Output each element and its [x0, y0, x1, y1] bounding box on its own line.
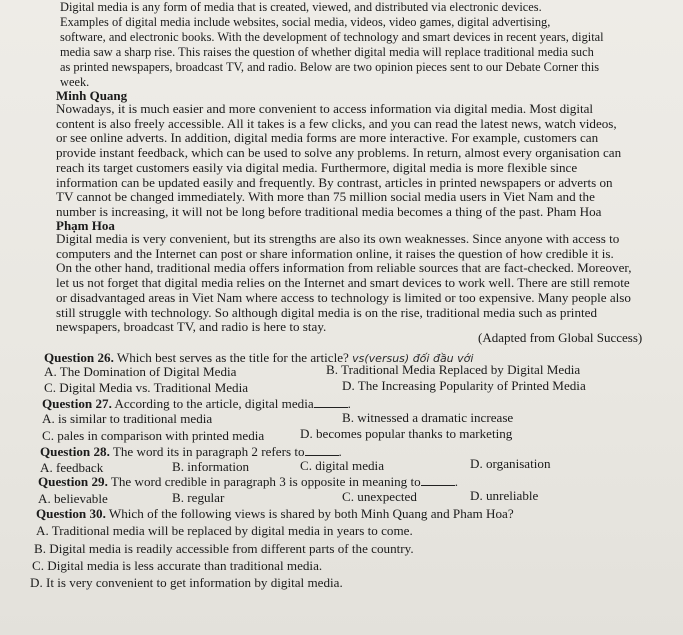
- option-27-a[interactable]: A. is similar to traditional media: [42, 411, 213, 426]
- option-28-a[interactable]: A. feedback: [40, 460, 104, 475]
- option-30-a[interactable]: A. Traditional media will be replaced by digital media in years to come.: [36, 523, 413, 538]
- question-text: According to the article, digital media: [114, 396, 314, 411]
- answer-blank: [314, 397, 348, 408]
- option-27-b[interactable]: B. witnessed a dramatic increase: [342, 410, 514, 425]
- intro-line: Digital media is any form of media that is created, viewed, and distributed via electronic devices.: [60, 0, 542, 14]
- option-26-a[interactable]: A. The Domination of Digital Media: [44, 364, 237, 379]
- author-minh-quang: Minh Quang: [56, 88, 128, 103]
- question-28: Question 28. The word its in paragraph 2 refers to .: [40, 444, 342, 459]
- paragraph-line: provide instant feedback, which can be used to solve any problems. In return, almost every organisation can: [56, 145, 622, 161]
- question-text: Which best serves as the title for the article?: [116, 350, 349, 365]
- question-29: Question 29. The word credible in paragraph 3 is opposite in meaning to .: [38, 474, 458, 489]
- question-label: Question 30.: [36, 506, 106, 521]
- paragraph-line: TV cannot be changed immediately. With more than 75 million social media users in Viet Nam and the: [56, 189, 595, 205]
- paragraph-line: or disadvantaged areas in Viet Nam where access to technology is limited or too expensive. Many people also: [56, 289, 631, 305]
- option-27-c[interactable]: C. pales in comparison with printed media: [42, 428, 265, 443]
- question-text: The word its in paragraph 2 refers to: [112, 444, 305, 459]
- paragraph-line: number is increasing, it will not be long before traditional media becomes a thing of the past. Pham Hoa: [56, 203, 602, 219]
- question-label: Question 29.: [38, 474, 108, 489]
- question-text: The word credible in paragraph 3 is opposite in meaning to: [110, 474, 421, 489]
- handwritten-note: vs(versus) đối đầu với: [352, 352, 474, 365]
- author-pham-hoa: Phạm Hoa: [56, 218, 115, 233]
- intro-line: media saw a sharp rise. This raises the question of whether digital media will replace traditional media such: [60, 45, 594, 60]
- paragraph-line: Digital media is very convenient, but its strengths are also its own weaknesses. Since anyone with access to: [56, 231, 620, 246]
- option-28-b[interactable]: B. information: [172, 459, 250, 474]
- option-29-b[interactable]: B. regular: [172, 490, 225, 505]
- paragraph-line: Nowadays, it is much easier and more convenient to access information via digital media. Most digital: [56, 101, 594, 116]
- option-26-c[interactable]: C. Digital Media vs. Traditional Media: [44, 380, 249, 395]
- answer-blank: [421, 475, 455, 486]
- option-30-c[interactable]: C. Digital media is less accurate than traditional media.: [32, 558, 323, 573]
- option-29-d[interactable]: D. unreliable: [470, 488, 539, 503]
- intro-line: as printed newspapers, broadcast TV, and radio. Below are two opinion pieces sent to our Debate Corner this: [60, 60, 600, 75]
- paragraph-line: still struggle with technology. So although digital media is on the rise, traditional media such as printed: [56, 304, 597, 320]
- opinion-paragraph-minh-quang: [56, 102, 621, 220]
- paragraph-line: content is also freely accessible. All it takes is a few clicks, and you can read the latest news, watch videos,: [56, 115, 617, 131]
- intro-line: Examples of digital media include websites, social media, videos, video games, digital advertising,: [60, 15, 551, 30]
- question-30: [36, 506, 514, 521]
- intro-paragraph: [60, 0, 604, 91]
- paragraph-line: On the other hand, traditional media offers information from reliable sources that are fact-checked. Moreover,: [56, 260, 632, 276]
- question-text: Which of the following views is shared by both Minh Quang and Pham Hoa?: [108, 506, 514, 521]
- opinion-paragraph-pham-hoa: [56, 232, 632, 335]
- option-26-b[interactable]: B. Traditional Media Replaced by Digital Media: [326, 362, 581, 377]
- intro-line: software, and electronic books. With the development of technology and smart devices in recent years, digital: [60, 30, 604, 45]
- option-27-d[interactable]: D. becomes popular thanks to marketing: [300, 426, 513, 441]
- option-29-a[interactable]: A. believable: [38, 491, 108, 506]
- paragraph-line: information can be updated easily and frequently. By contrast, articles in printed newspapers or adverts on: [56, 174, 613, 190]
- option-29-c[interactable]: C. unexpected: [342, 489, 417, 504]
- option-26-d[interactable]: D. The Increasing Popularity of Printed Media: [342, 378, 586, 393]
- intro-line: week.: [60, 75, 90, 90]
- paragraph-line: or see online adverts. In addition, digital media forms are more interactive. For example, customers can: [56, 130, 599, 146]
- option-30-b[interactable]: B. Digital media is readily accessible from different parts of the country.: [34, 541, 414, 556]
- option-28-d[interactable]: D. organisation: [470, 456, 551, 471]
- question-27: Question 27. According to the article, digital media .: [42, 396, 351, 411]
- option-30-d[interactable]: D. It is very convenient to get information by digital media.: [30, 575, 343, 590]
- paragraph-line: newspapers, broadcast TV, and radio is here to stay.: [56, 319, 327, 335]
- paragraph-line: computers and the Internet can post or share information online, it raises the question of how credible it is.: [56, 245, 614, 261]
- paragraph-line: let us not forget that digital media relies on the Internet and smart devices to work well. There are still remote: [56, 275, 630, 291]
- question-label: Question 28.: [40, 444, 110, 459]
- answer-blank: [305, 445, 339, 456]
- source-citation: (Adapted from Global Success): [478, 330, 643, 345]
- option-28-c[interactable]: C. digital media: [300, 458, 385, 473]
- paragraph-line: reach its target customers easily via digital media. Furthermore, digital media is more flexible since: [56, 159, 578, 175]
- question-label: Question 26.: [44, 350, 114, 365]
- question-label: Question 27.: [42, 396, 112, 411]
